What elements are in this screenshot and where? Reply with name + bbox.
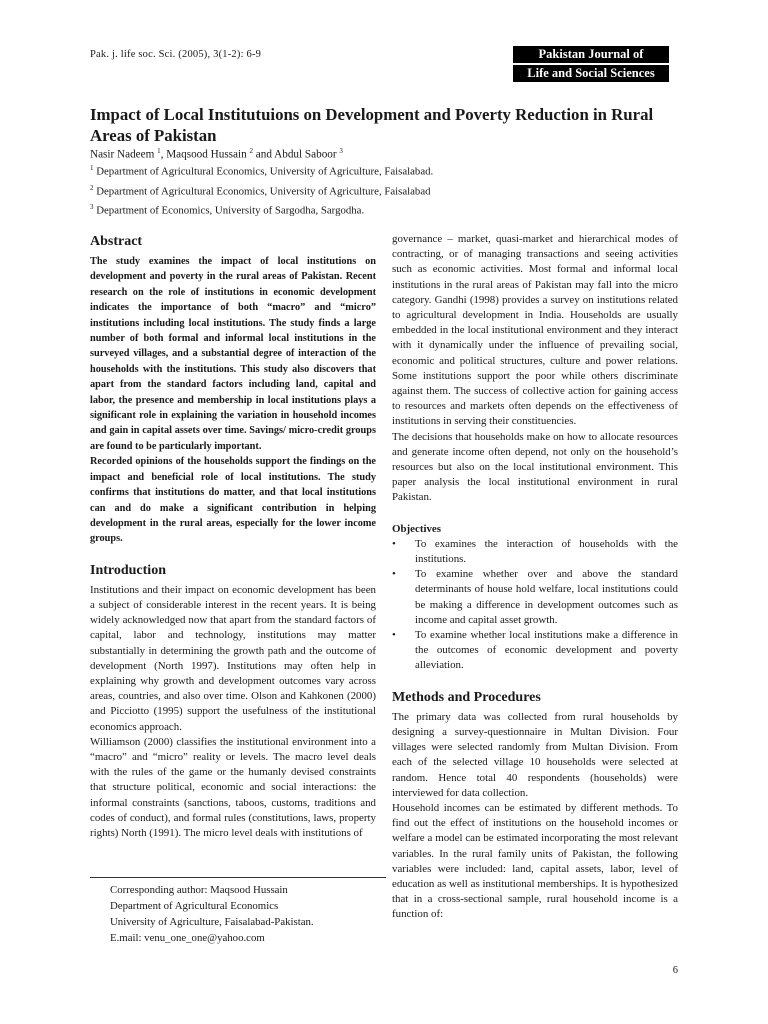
footnote-email: E.mail: venu_one_one@yahoo.com bbox=[110, 932, 265, 944]
affiliation-marker: 2 bbox=[90, 183, 94, 192]
objective-item: • To examine whether local institutions make a difference in the outcomes of economic development and poverty alleviation. bbox=[392, 628, 678, 674]
abstract-body bbox=[90, 254, 376, 547]
affiliation-marker: 3 bbox=[90, 203, 94, 212]
introduction-heading: Introduction bbox=[90, 562, 166, 578]
affiliation-line bbox=[90, 160, 433, 180]
journal-name-box bbox=[513, 46, 669, 84]
body-paragraph: The decisions that households make on how to allocate resources and generate income often depend, not only on the household’s resources but also on the local institutional environment. This paper analysis the local institutional environment in rural Pakistan. bbox=[392, 430, 678, 504]
left-column bbox=[90, 232, 376, 841]
introduction-paragraph: Williamson (2000) classifies the institutional environment into a “macro” and “micro” reality or levels. The macro level deals with the rules of the game or the humanly devised constraints that structure political, economic and social interactions: the informal constraints (sanctions, taboos, customs, traditions and codes of conduct), and formal rules (constitutions, laws, property rights) North (1991). The micro level deals with institutions of bbox=[90, 735, 376, 839]
affiliation-text: Department of Agricultural Economics, University of Agriculture, Faisalabad. bbox=[96, 165, 434, 178]
affiliation-text: Department of Economics, University of Sargodha, Sargodha. bbox=[96, 204, 365, 217]
footnote-line: University of Agriculture, Faisalabad-Pakistan. bbox=[110, 916, 314, 928]
journal-name-line-1: Pakistan Journal of bbox=[513, 46, 669, 63]
abstract-paragraph: The study examines the impact of local institutions on development and poverty in the rural areas of Pakistan. Recent research on the role of institutions in economic development indicates the importance of both “macro” and “micro” institutions including local institutions. The study finds a large number of both formal and informal local institutions in the surveyed villages, and a substantial degree of interaction of the households with the institutions. This study also discovers that apart from the standard factors including land, capital and labor, the presence and membership in local institutions plays a significant role in explaining the variation in household incomes and gain in capital assets over time. Savings/ micro-credit groups are found to be particularly important. bbox=[90, 256, 376, 452]
page-number: 6 bbox=[672, 965, 678, 976]
author-affiliation-marker: 1 bbox=[157, 147, 161, 155]
affiliation-list bbox=[90, 160, 433, 219]
footnote-line: Department of Agricultural Economics bbox=[110, 900, 279, 912]
author-name: Maqsood Hussain bbox=[166, 148, 247, 161]
author-affiliation-marker: 2 bbox=[249, 147, 253, 155]
introduction-body bbox=[90, 583, 376, 841]
author-separator: and bbox=[253, 148, 275, 161]
citation-line: Pak. j. life soc. Sci. (2005), 3(1-2): 6-9 bbox=[90, 49, 262, 60]
methods-paragraph: Household incomes can be estimated by different methods. To find out the effect of institutions on the household incomes or welfare a model can be estimated incorporating the most relevant variables. In the rural family units of Pakistan, the following variables were included: land, capital assets, labor, level of education as well as institutional memberships. It is hypothesized that in a cross-sectional sample, rural household income is a function of: bbox=[392, 801, 678, 921]
methods-paragraph: The primary data was collected from rural households by designing a survey-questionnaire in Multan Division. Four villages were selected randomly from Multan Division. From each of the selected village 10 households were selected at random. Hence total 40 respondents (households) were interviewed for data collection. bbox=[392, 710, 678, 799]
body-paragraph: governance – market, quasi-market and hierarchical modes of contracting, or of managing transactions and seeing activities such as economic activities. Most formal and informal local institutions in the rural areas of Pakistan may fall into the micro category. Gandhi (1998) provides a survey on institutions related to agricultural development in India. Households are usually embedded in the local institutional environment and they interact with it dynamically under the influence of prevailing social, economic and political structures, culture and power relations. Some institutions support the poor while others discriminate against them. The success of collective action for gaining access to resources and markets often depends on the effectiveness of institutions in serving their constituencies. bbox=[392, 233, 678, 428]
introduction-continued bbox=[392, 232, 678, 506]
affiliation-line bbox=[90, 180, 433, 200]
journal-name-line-2: Life and Social Sciences bbox=[513, 65, 669, 82]
objective-item: • To examines the interaction of households with the institutions. bbox=[392, 537, 678, 567]
author-name: Nasir Nadeem bbox=[90, 148, 155, 161]
right-column bbox=[392, 232, 678, 923]
objectives-list bbox=[392, 537, 678, 674]
author-name: Abdul Saboor bbox=[274, 148, 337, 161]
author-separator: , bbox=[160, 148, 167, 161]
footnote-line: Corresponding author: Maqsood Hussain bbox=[110, 884, 288, 896]
objective-item: • To examine whether over and above the standard determinants of house hold welfare, local institutions could be making a difference in development outcomes such as income and capital asset growth. bbox=[392, 567, 678, 628]
abstract-paragraph: Recorded opinions of the households support the findings on the impact and beneficial role of local institutions. The study confirms that institutions do matter, and that local institutions can and do make a significant contribution in helping development in the rural areas, especially for the lower income groups. bbox=[90, 456, 376, 545]
affiliation-text: Department of Agricultural Economics, University of Agriculture, Faisalabad bbox=[96, 185, 431, 198]
author-affiliation-marker: 3 bbox=[339, 147, 343, 155]
abstract-heading: Abstract bbox=[90, 234, 143, 249]
introduction-paragraph: Institutions and their impact on economic development has been a subject of considerable interest in the recent years. It is being widely acknowledged now that apart from the standard factors of capital, labor and technology, institutions may matter substantially in determining the growth path and the outcome of development (North 1997). Institutions may often help in explaining why growth and development outcomes vary across areas, countries, and also over time. Olson and Kahkonen (2000) and Picciotto (1995) support the usefulness of the institutional economics approach. bbox=[90, 583, 376, 733]
methods-heading: Methods and Procedures bbox=[392, 689, 541, 705]
objectives-heading: Objectives bbox=[392, 522, 441, 535]
corresponding-author-footnote bbox=[90, 877, 386, 946]
affiliation-line bbox=[90, 199, 433, 219]
paper-title: Impact of Local Institutuions on Development and Poverty Reduction in Rural Areas of Pakistan bbox=[90, 105, 654, 145]
affiliation-marker: 1 bbox=[90, 164, 94, 172]
methods-body bbox=[392, 710, 678, 923]
